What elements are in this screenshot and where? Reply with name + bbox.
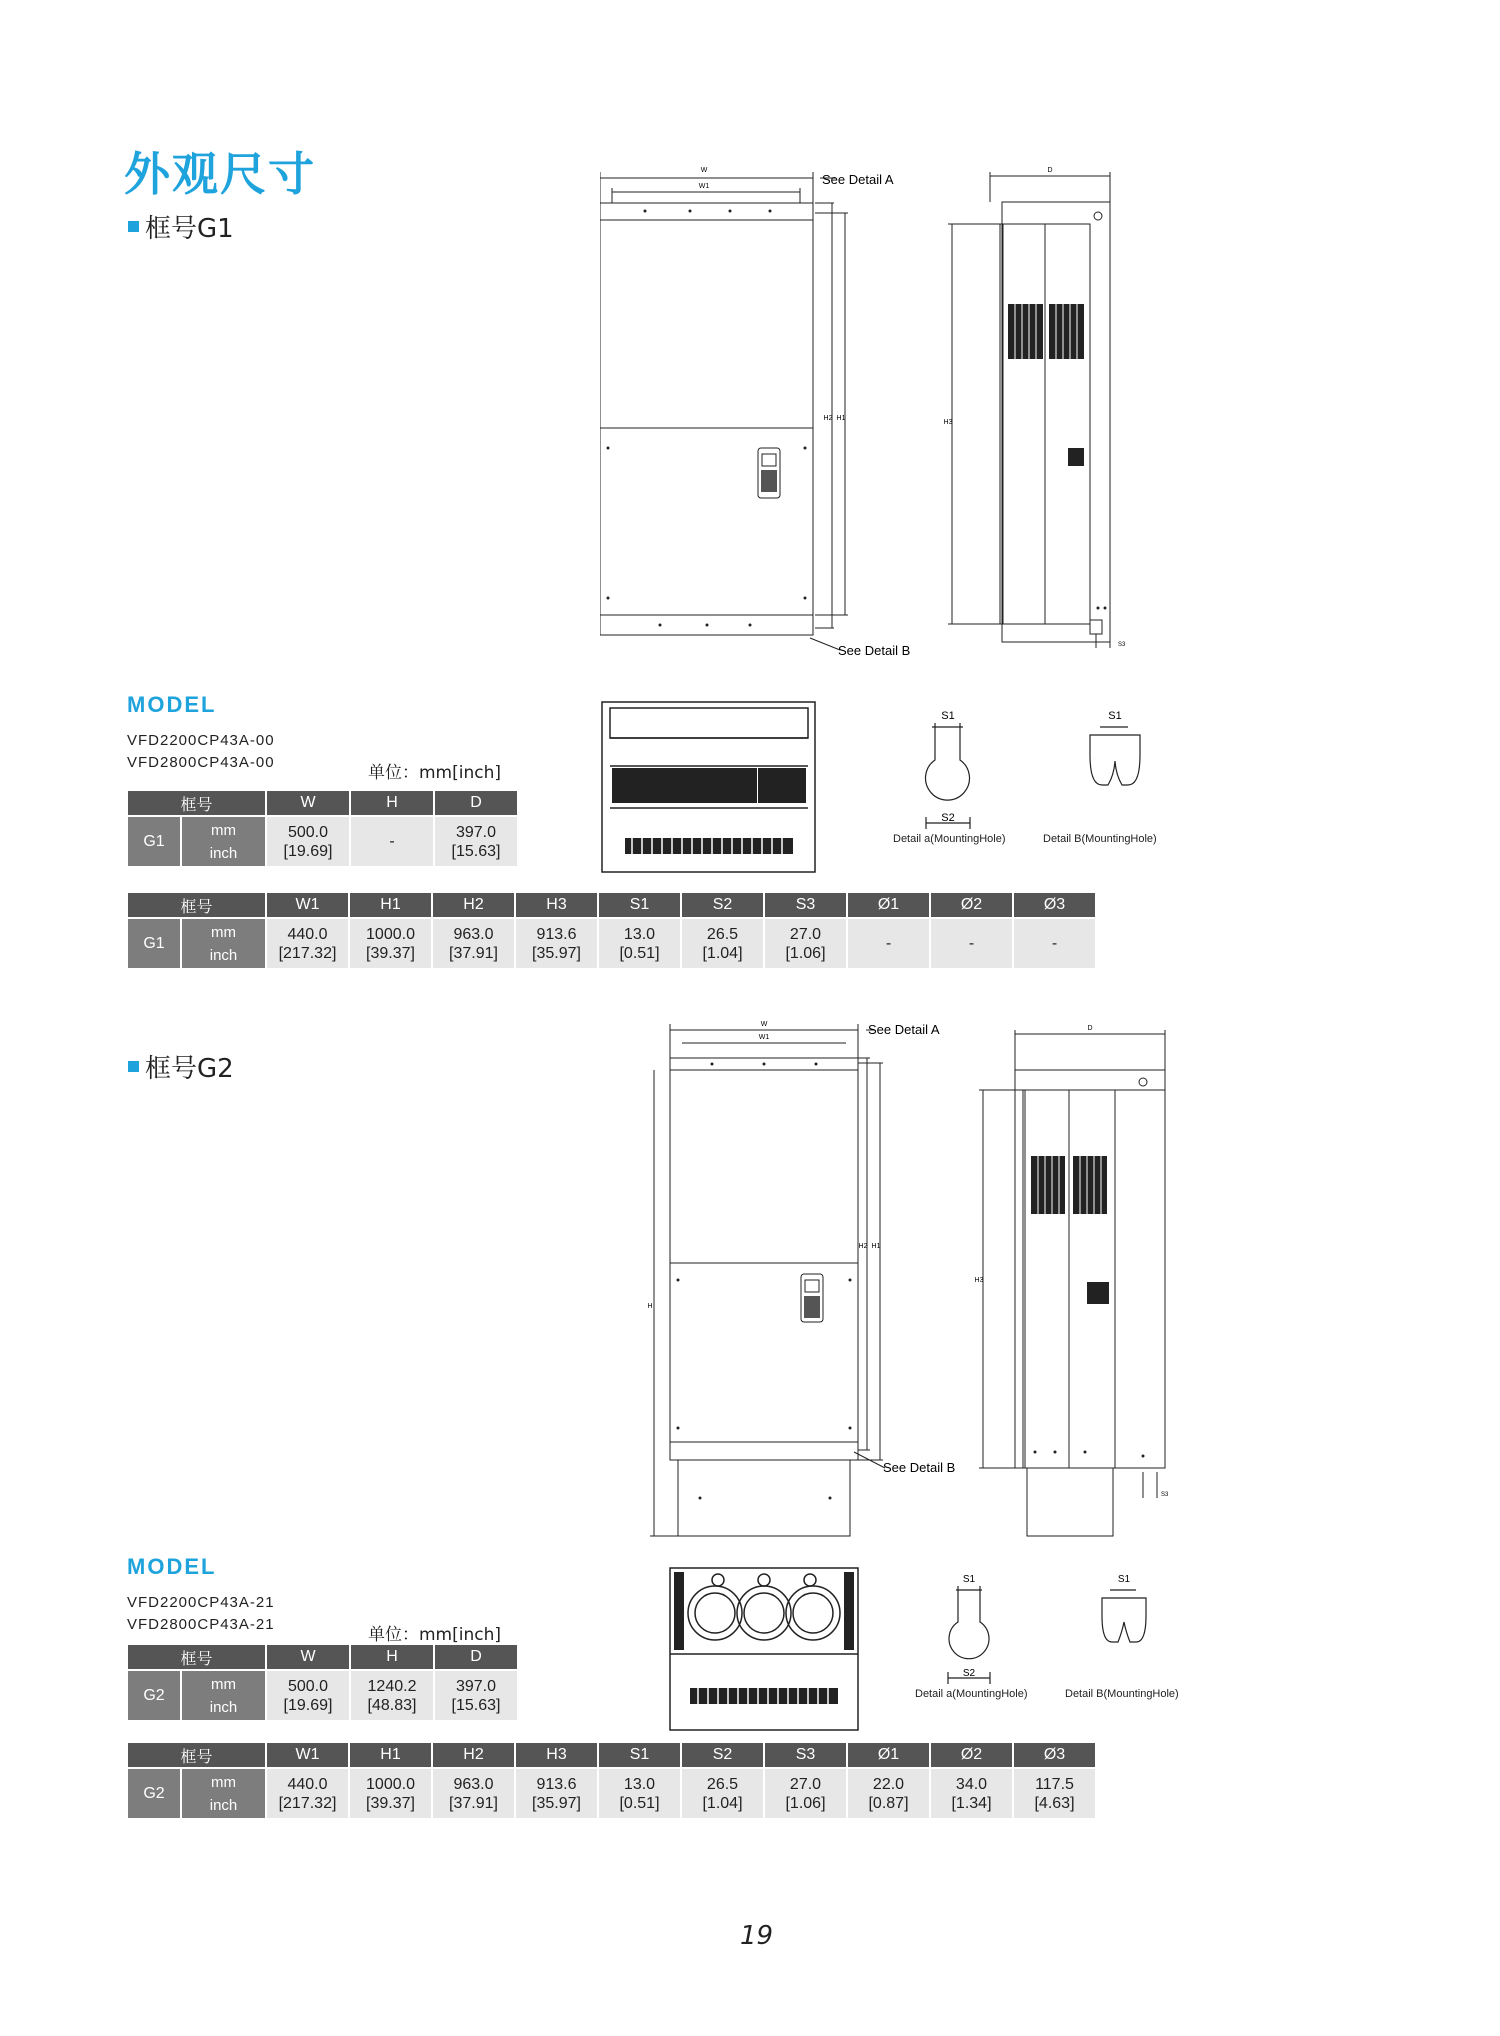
frame-g1-heading — [128, 208, 234, 245]
g2-bottom-view-drawing — [668, 1566, 868, 1736]
g1-detail-a-caption: Detail a(MountingHole) — [893, 833, 1006, 845]
dim-w-label: W — [700, 167, 708, 174]
g1-unit-note: 单位：mm[inch] — [368, 763, 502, 783]
g1-model-1: VFD2200CP43A-00 — [127, 732, 275, 749]
g1-t1-unit-inch: inch — [209, 844, 238, 862]
g2-t2-cell-d2: 34.0 [1.34] — [931, 1769, 1012, 1818]
g2-see-detail-a-label: See Detail A — [868, 1022, 940, 1037]
g1-side-view-drawing — [940, 162, 1170, 652]
g2-t1-cell-h: 1240.2 [48.83] — [351, 1671, 433, 1720]
dim-d-label: D — [1047, 167, 1053, 174]
g1-t2-unit-inch: inch — [209, 946, 238, 964]
g1-t2-header-s2: S2 — [682, 893, 763, 917]
dim-h1-label: H1 — [836, 415, 846, 422]
g2-detail-a-caption: Detail a(MountingHole) — [915, 1688, 1028, 1700]
detail-a-s1-label: S1 — [941, 710, 955, 722]
dim-h2-label: H2 — [823, 415, 833, 422]
g1-t2-cell-d1: - — [848, 919, 929, 968]
g2-t2-unit-mm: mm — [211, 1773, 236, 1791]
g2-detail-b-caption: Detail B(MountingHole) — [1065, 1688, 1179, 1700]
g1-detail-b-caption: Detail B(MountingHole) — [1043, 833, 1157, 845]
g1-t2-header-w1: W1 — [267, 893, 348, 917]
g2-t2-unit-inch: inch — [209, 1796, 238, 1814]
bullet-square-icon — [128, 221, 139, 232]
g1-t2-cell-s3: 27.0 [1.06] — [765, 919, 846, 968]
g1-t1-cell-d: 397.0 [15.63] — [435, 817, 517, 866]
g2-t1-header-w: W — [267, 1645, 349, 1669]
g2-t2-cell-h3: 913.6 [35.97] — [516, 1769, 597, 1818]
page-number: 19 — [740, 1921, 774, 1951]
g1-t2-cell-d2: - — [931, 919, 1012, 968]
g1-t2-header-h2: H2 — [433, 893, 514, 917]
frame-g2-heading — [128, 1048, 234, 1085]
g1-t2-cell-w1: 440.0 [217.32] — [267, 919, 348, 968]
g1-t2-header-d1: Ø1 — [848, 893, 929, 917]
g2-side-view-drawing — [975, 1020, 1175, 1540]
g1-table-main-dimensions — [126, 789, 519, 868]
g2-t1-cell-w: 500.0 [19.69] — [267, 1671, 349, 1720]
g1-t1-frame-cell: G1 — [128, 817, 180, 866]
g2-see-detail-b-label: See Detail B — [883, 1460, 956, 1475]
page-title: 外观尺寸 — [124, 147, 316, 201]
g2-model-label: MODEL — [127, 1554, 217, 1579]
g1-t1-header-h: H — [351, 791, 433, 815]
g2-front-view-drawing — [640, 1018, 970, 1538]
g1-t2-cell-d3: - — [1014, 919, 1095, 968]
g2-dim-h-label: H — [647, 1303, 653, 1310]
g1-t2-header-d2: Ø2 — [931, 893, 1012, 917]
g1-t2-header-h3: H3 — [516, 893, 597, 917]
g2-t1-frame-cell: G2 — [128, 1671, 180, 1720]
g1-t1-header-d: D — [435, 791, 517, 815]
g1-t2-cell-h1: 1000.0 [39.37] — [350, 919, 431, 968]
g2-dim-h2-label: H2 — [858, 1243, 868, 1250]
g1-t2-cell-s2: 26.5 [1.04] — [682, 919, 763, 968]
g1-t2-header-s1: S1 — [599, 893, 680, 917]
g2-t2-cell-h2: 963.0 [37.91] — [433, 1769, 514, 1818]
g1-t1-unit-mm: mm — [211, 821, 236, 839]
g2-t2-header-s2: S2 — [682, 1743, 763, 1767]
g2-t2-cell-w1: 440.0 [217.32] — [267, 1769, 348, 1818]
g2-detail-b-s1-label: S1 — [1117, 1574, 1131, 1585]
g2-t2-header-d3: Ø3 — [1014, 1743, 1095, 1767]
g1-front-view-drawing — [600, 158, 920, 663]
dim-s3-label: S3 — [1118, 642, 1126, 648]
g2-t2-cell-s2: 26.5 [1.04] — [682, 1769, 763, 1818]
bullet-square-icon — [128, 1061, 139, 1072]
g2-t1-header-h: H — [351, 1645, 433, 1669]
g2-table-detail-dimensions — [126, 1741, 1097, 1820]
g1-t2-unit-mm: mm — [211, 923, 236, 941]
g1-model-label: MODEL — [127, 692, 217, 717]
g2-unit-note: 单位：mm[inch] — [368, 1625, 502, 1645]
g2-model-1: VFD2200CP43A-21 — [127, 1594, 275, 1611]
g2-dim-h1-label: H1 — [871, 1243, 881, 1250]
g1-t2-cell-h3: 913.6 [35.97] — [516, 919, 597, 968]
g2-t2-header-frame: 框号 — [128, 1743, 265, 1767]
dim-w1-label: W1 — [698, 183, 710, 190]
g2-detail-a-s1-label: S1 — [962, 1574, 976, 1585]
see-detail-b-label: See Detail B — [838, 643, 911, 658]
g1-t2-cell-s1: 13.0 [0.51] — [599, 919, 680, 968]
g2-t2-header-h1: H1 — [350, 1743, 431, 1767]
g2-t1-header-d: D — [435, 1645, 517, 1669]
g1-t2-cell-h2: 963.0 [37.91] — [433, 919, 514, 968]
g2-t2-header-s3: S3 — [765, 1743, 846, 1767]
frame-g2-heading-text: 框号G2 — [145, 1054, 234, 1084]
g2-dim-s3-label: S3 — [1161, 1492, 1169, 1498]
g1-t1-cell-h: - — [351, 817, 433, 866]
g2-t2-cell-s1: 13.0 [0.51] — [599, 1769, 680, 1818]
g2-t2-header-h3: H3 — [516, 1743, 597, 1767]
dim-h3-label: H3 — [943, 419, 953, 426]
g2-dim-d-label: D — [1087, 1025, 1093, 1032]
detail-b-s1-label: S1 — [1108, 710, 1122, 722]
g2-t2-header-d2: Ø2 — [931, 1743, 1012, 1767]
g2-t1-unit-inch: inch — [209, 1698, 238, 1716]
g1-model-2: VFD2800CP43A-00 — [127, 754, 275, 771]
g2-t2-header-w1: W1 — [267, 1743, 348, 1767]
g2-t1-header-frame: 框号 — [128, 1645, 265, 1669]
g2-dim-h3-label: H3 — [975, 1277, 984, 1284]
frame-g1-heading-text: 框号G1 — [145, 214, 234, 244]
g1-t2-header-d3: Ø3 — [1014, 893, 1095, 917]
g2-table-main-dimensions — [126, 1643, 519, 1722]
g1-table-detail-dimensions — [126, 891, 1097, 970]
g2-t2-frame-cell: G2 — [128, 1769, 180, 1818]
g2-model-2: VFD2800CP43A-21 — [127, 1616, 275, 1633]
g2-t2-cell-d3: 117.5 [4.63] — [1014, 1769, 1095, 1818]
g2-detail-a-s2-label: S2 — [962, 1668, 976, 1679]
g1-bottom-view-drawing — [600, 700, 820, 875]
g1-t2-header-h1: H1 — [350, 893, 431, 917]
g2-dim-w1-label: W1 — [758, 1034, 770, 1041]
g1-t1-header-frame: 框号 — [128, 791, 265, 815]
g1-t2-header-frame: 框号 — [128, 893, 265, 917]
g1-t1-cell-w: 500.0 [19.69] — [267, 817, 349, 866]
g1-t2-frame-cell: G1 — [128, 919, 180, 968]
g1-t1-header-w: W — [267, 791, 349, 815]
detail-a-s2-label: S2 — [941, 812, 955, 824]
g2-dim-w-label: W — [760, 1021, 768, 1028]
g2-t2-header-d1: Ø1 — [848, 1743, 929, 1767]
g2-t2-header-s1: S1 — [599, 1743, 680, 1767]
g1-t2-header-s3: S3 — [765, 893, 846, 917]
g2-t2-header-h2: H2 — [433, 1743, 514, 1767]
g2-t2-cell-s3: 27.0 [1.06] — [765, 1769, 846, 1818]
g2-t1-unit-mm: mm — [211, 1675, 236, 1693]
g2-t1-cell-d: 397.0 [15.63] — [435, 1671, 517, 1720]
g2-t2-cell-d1: 22.0 [0.87] — [848, 1769, 929, 1818]
see-detail-a-label: See Detail A — [822, 172, 894, 187]
g2-t2-cell-h1: 1000.0 [39.37] — [350, 1769, 431, 1818]
